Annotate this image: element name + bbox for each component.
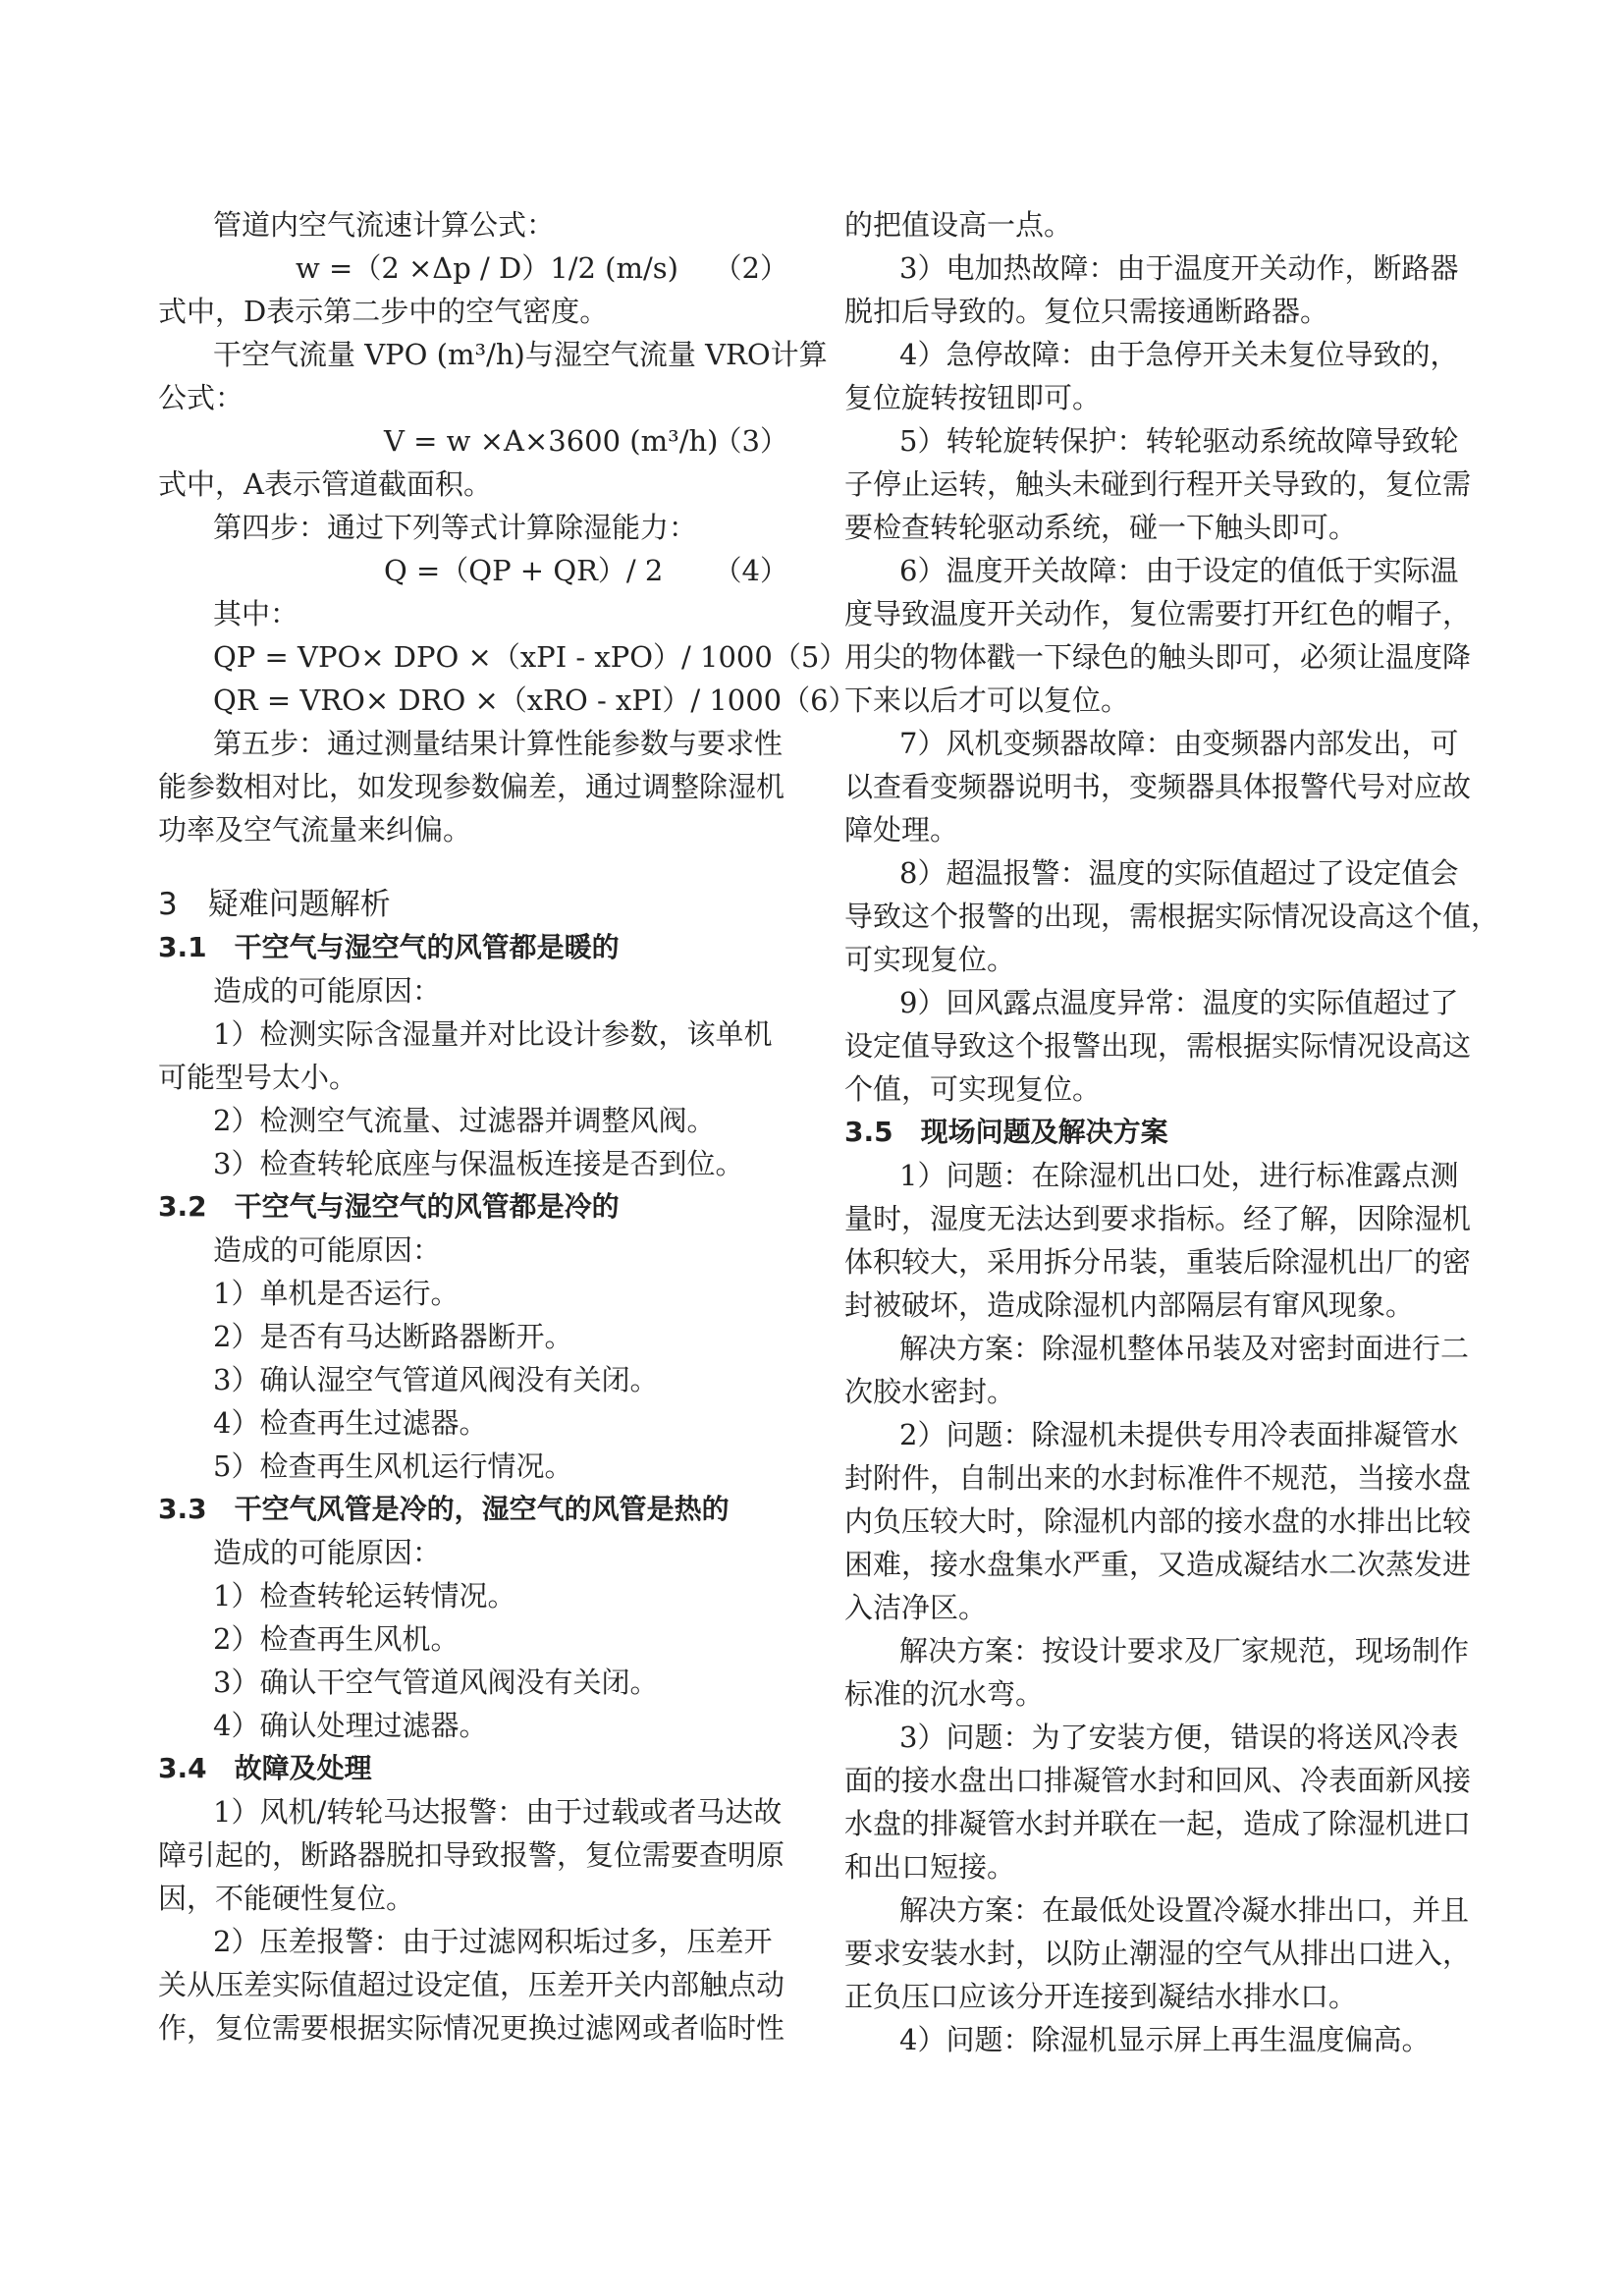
paragraph-line: 标准的沉水弯。 bbox=[844, 1677, 1045, 1711]
paragraph-line: 封附件，自制出来的水封标准件不规范，当接水盘 bbox=[844, 1461, 1472, 1495]
paragraph-line: 造成的可能原因： bbox=[213, 1536, 442, 1569]
paragraph-line: 导致这个报警的出现，需根据实际情况设高这个值， bbox=[844, 900, 1500, 933]
list-item: 6）温度开关故障：由于设定的值低于实际温 bbox=[899, 554, 1459, 587]
list-item: 3）确认干空气管道风阀没有关闭。 bbox=[213, 1666, 659, 1699]
paragraph-line: 脱扣后导致的。复位只需接通断路器。 bbox=[844, 295, 1329, 328]
list-item: 5）转轮旋转保护：转轮驱动系统故障导致轮 bbox=[899, 424, 1459, 458]
paragraph-line: 造成的可能原因： bbox=[213, 1233, 442, 1267]
paragraph-line: 要检查转轮驱动系统，碰一下触头即可。 bbox=[844, 511, 1358, 544]
paragraph-line: 度导致温度开关动作，复位需要打开红色的帽子， bbox=[844, 597, 1472, 630]
paragraph-line: 障引起的，断路器脱扣导致报警，复位需要查明原 bbox=[158, 1838, 785, 1872]
where-label: 其中： bbox=[213, 597, 299, 630]
subsection-heading-3-5: 3.5 现场问题及解决方案 bbox=[844, 1116, 1168, 1148]
list-item: 4）确认处理过滤器。 bbox=[213, 1709, 488, 1742]
paragraph-line: 障处理。 bbox=[844, 813, 959, 847]
paragraph-line: 要求安装水封，以防止潮湿的空气从排出口进入， bbox=[844, 1937, 1472, 1970]
list-item: 1）检测实际含湿量并对比设计参数，该单机 bbox=[213, 1017, 773, 1051]
paragraph-line: 困难，接水盘集水严重，又造成凝结水二次蒸发进 bbox=[844, 1548, 1472, 1581]
list-item: 1）单机是否运行。 bbox=[213, 1277, 460, 1310]
solution-line: 解决方案：按设计要求及厂家规范，现场制作 bbox=[899, 1634, 1470, 1667]
solution-line: 解决方案：除湿机整体吊装及对密封面进行二 bbox=[899, 1332, 1470, 1365]
list-item: 4）检查再生过滤器。 bbox=[213, 1406, 488, 1440]
section-gap bbox=[158, 851, 788, 867]
paragraph-line: 复位旋转按钮即可。 bbox=[844, 381, 1102, 414]
step-4: 第四步：通过下列等式计算除湿能力： bbox=[213, 511, 698, 544]
paragraph-line: 干空气流量 VPO (m³/h)与湿空气流量 VRO计算 bbox=[213, 338, 828, 371]
list-item: 2）是否有马达断路器断开。 bbox=[213, 1320, 573, 1353]
list-item: 2）问题：除湿机未提供专用冷表面排凝管水 bbox=[899, 1418, 1459, 1451]
equation-5: QP = VPO× DPO ×（xPI - xPO）/ 1000（5） bbox=[213, 640, 848, 674]
list-item: 1）风机/转轮马达报警：由于过载或者马达故 bbox=[213, 1795, 783, 1829]
list-item: 3）检查转轮底座与保温板连接是否到位。 bbox=[213, 1147, 744, 1180]
equation-3-body: V = w ×A×3600 (m³/h) bbox=[384, 424, 719, 458]
paragraph-line: 因，不能硬性复位。 bbox=[158, 1882, 415, 1915]
equation-2 bbox=[158, 246, 788, 290]
paragraph-line: 关从压差实际值超过设定值，压差开关内部触点动 bbox=[158, 1968, 785, 2001]
paragraph-line: 的把值设高一点。 bbox=[844, 208, 1073, 242]
equation-3 bbox=[158, 419, 788, 463]
note-density: 式中，D表示第二步中的空气密度。 bbox=[158, 295, 609, 328]
equation-2-body: w =（2 ×Δp / D）1/2 (m/s) bbox=[296, 251, 678, 285]
list-item: 7）风机变频器故障：由变频器内部发出，可 bbox=[899, 727, 1459, 760]
list-item: 3）问题：为了安装方便，错误的将送风冷表 bbox=[899, 1721, 1459, 1754]
solution-line: 解决方案：在最低处设置冷凝水排出口，并且 bbox=[899, 1893, 1470, 1927]
section-heading-3: 3 疑难问题解析 bbox=[158, 887, 391, 922]
equation-4-body: Q =（QP + QR）/ 2 bbox=[384, 554, 664, 587]
equation-4 bbox=[158, 549, 788, 592]
paragraph-line: 子停止运转，触头未碰到行程开关导致的，复位需 bbox=[844, 467, 1472, 501]
list-item: 2）压差报警：由于过滤网积垢过多，压差开 bbox=[213, 1925, 773, 1958]
subsection-heading-3-4: 3.4 故障及处理 bbox=[158, 1752, 372, 1784]
paragraph-line: 个值，可实现复位。 bbox=[844, 1072, 1102, 1106]
paragraph-line: 功率及空气流量来纠偏。 bbox=[158, 813, 472, 847]
paragraph-line: 以查看变频器说明书，变频器具体报警代号对应故 bbox=[844, 770, 1472, 803]
subsection-heading-3-2: 3.2 干空气与湿空气的风管都是冷的 bbox=[158, 1190, 620, 1223]
paragraph-line: 第五步：通过测量结果计算性能参数与要求性 bbox=[213, 727, 784, 760]
equation-4-number: （4） bbox=[713, 554, 788, 587]
paragraph-line: 量时，湿度无法达到要求指标。经了解，因除湿机 bbox=[844, 1202, 1472, 1235]
right-column bbox=[844, 203, 1500, 2061]
paragraph-line: 设定值导致这个报警出现，需根据实际情况设高这 bbox=[844, 1029, 1472, 1063]
paragraph-line: 和出口短接。 bbox=[844, 1850, 1016, 1884]
paragraph-line: 能参数相对比，如发现参数偏差，通过调整除湿机 bbox=[158, 770, 785, 803]
equation-2-number: （2） bbox=[713, 251, 788, 285]
paragraph-line: 水盘的排凝管水封并联在一起，造成了除湿机进口 bbox=[844, 1807, 1472, 1840]
note-area: 式中，A表示管道截面积。 bbox=[158, 467, 492, 501]
subsection-heading-3-3: 3.3 干空气风管是冷的，湿空气的风管是热的 bbox=[158, 1493, 730, 1525]
list-item: 2）检测空气流量、过滤器并调整风阀。 bbox=[213, 1104, 716, 1137]
equation-3-number: （3） bbox=[713, 424, 788, 458]
left-column bbox=[158, 203, 857, 2050]
paragraph-line: 内负压较大时，除湿机内部的接水盘的水排出比较 bbox=[844, 1504, 1472, 1538]
list-item: 4）急停故障：由于急停开关未复位导致的， bbox=[899, 338, 1459, 371]
equation-6: QR = VRO× DRO ×（xRO - xPI）/ 1000（6） bbox=[213, 683, 857, 717]
paragraph-line: 用尖的物体戳一下绿色的触头即可，必须让温度降 bbox=[844, 640, 1472, 674]
paragraph-line: 次胶水密封。 bbox=[844, 1375, 1016, 1408]
paragraph-line: 封被破坏，造成除湿机内部隔层有窜风现象。 bbox=[844, 1288, 1415, 1322]
paragraph-line: 作，复位需要根据实际情况更换过滤网或者临时性 bbox=[158, 2011, 785, 2045]
list-item: 8）超温报警：温度的实际值超过了设定值会 bbox=[899, 856, 1459, 890]
paragraph-line: 公式： bbox=[158, 381, 244, 414]
list-item: 4）问题：除湿机显示屏上再生温度偏高。 bbox=[899, 2023, 1431, 2056]
list-item: 5）检查再生风机运行情况。 bbox=[213, 1449, 573, 1483]
velocity-formula-label: 管道内空气流速计算公式： bbox=[213, 208, 556, 242]
list-item: 9）回风露点温度异常：温度的实际值超过了 bbox=[899, 986, 1459, 1019]
subsection-heading-3-1: 3.1 干空气与湿空气的风管都是暖的 bbox=[158, 931, 620, 963]
paragraph-line: 可实现复位。 bbox=[844, 943, 1016, 976]
list-item: 3）确认湿空气管道风阀没有关闭。 bbox=[213, 1363, 659, 1396]
list-item: 1）问题：在除湿机出口处，进行标准露点测 bbox=[899, 1159, 1459, 1192]
paragraph-line: 体积较大，采用拆分吊装，重装后除湿机出厂的密 bbox=[844, 1245, 1472, 1279]
list-item: 2）检查再生风机。 bbox=[213, 1622, 460, 1656]
paragraph-line: 造成的可能原因： bbox=[213, 974, 442, 1008]
paragraph-line: 下来以后才可以复位。 bbox=[844, 683, 1130, 717]
list-item: 1）检查转轮运转情况。 bbox=[213, 1579, 516, 1613]
paragraph-line: 入洁净区。 bbox=[844, 1591, 988, 1624]
paragraph-line: 正负压口应该分开连接到凝结水排水口。 bbox=[844, 1980, 1358, 2013]
paragraph-line: 面的接水盘出口排凝管水封和回风、冷表面新风接 bbox=[844, 1764, 1472, 1797]
list-item: 可能型号太小。 bbox=[158, 1061, 358, 1094]
list-item: 3）电加热故障：由于温度开关动作，断路器 bbox=[899, 251, 1459, 285]
